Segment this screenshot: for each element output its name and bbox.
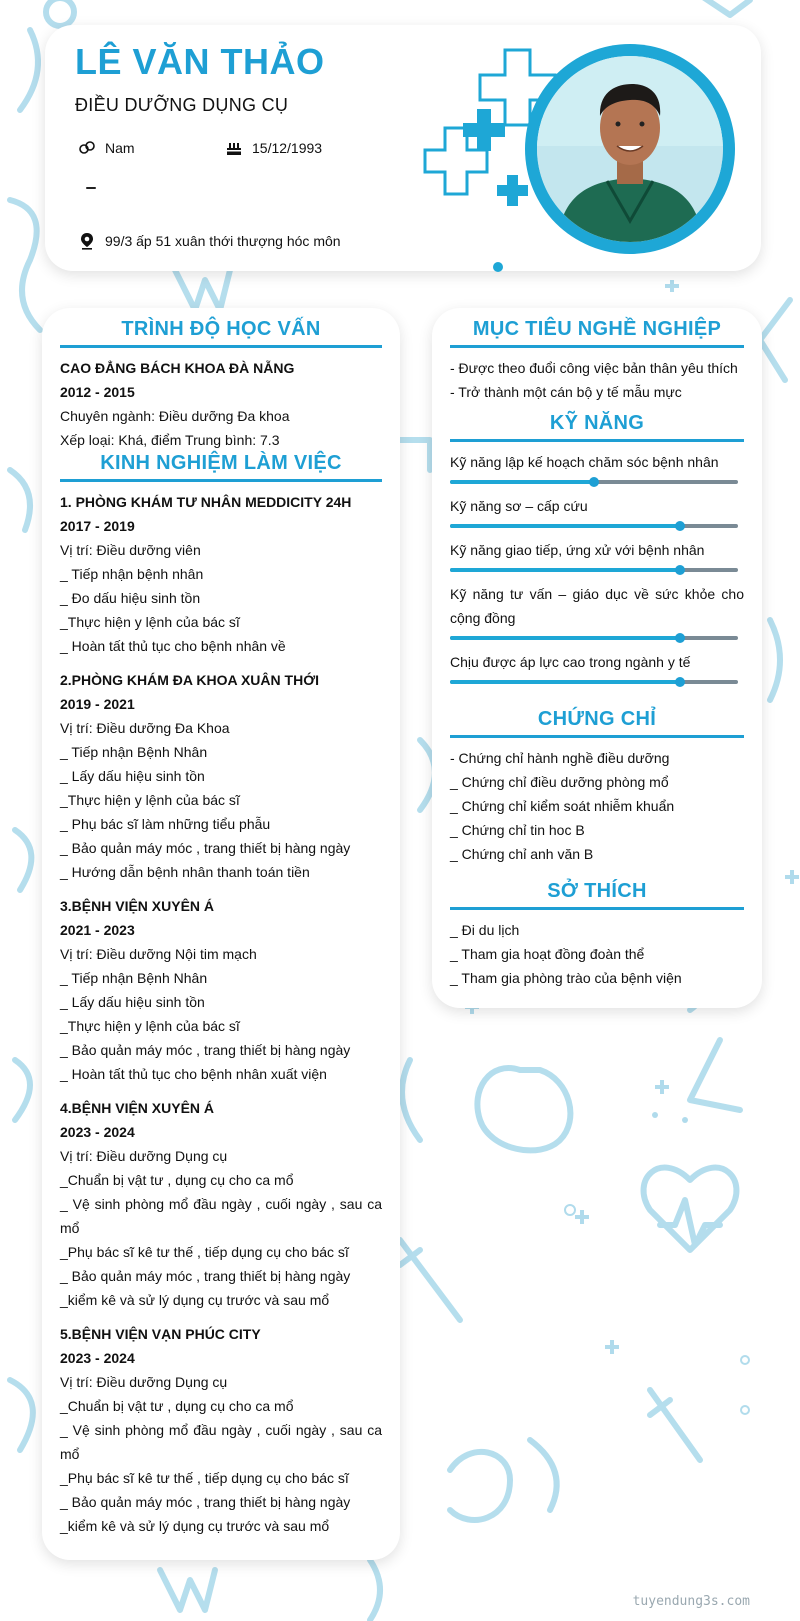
experience-duty: _ Đo dấu hiệu sinh tồn	[60, 590, 201, 606]
experience-duty: _ Bảo quản máy móc , trang thiết bị hàng ngày	[60, 840, 351, 856]
education-period: 2012 - 2015	[60, 384, 135, 400]
experience-company: 1. PHÒNG KHÁM TƯ NHÂN MEDDICITY 24H	[60, 494, 352, 510]
profile-header-card	[45, 25, 761, 271]
gender-row	[78, 139, 135, 157]
experience-duty: _ Phụ bác sĩ làm những tiểu phẫu	[60, 816, 271, 832]
education-school: CAO ĐẲNG BÁCH KHOA ĐÀ NẴNG	[60, 360, 295, 376]
skills-heading: KỸ NĂNG	[450, 412, 744, 442]
candidate-name: LÊ VĂN THẢO	[75, 41, 325, 82]
experience-duty: _kiểm kê và sử lý dụng cụ trước và sau mổ	[60, 1292, 330, 1308]
left-column-card	[42, 308, 400, 1560]
skills-list	[450, 450, 744, 684]
hobby-item: _ Tham gia hoạt đồng đoàn thể	[450, 946, 645, 962]
skill-item	[450, 450, 744, 484]
certificate-item: _ Chứng chỉ anh văn B	[450, 846, 594, 862]
certificate-item: - Chứng chỉ hành nghề điều dưỡng	[450, 750, 670, 766]
birthday-cake-icon	[225, 139, 243, 157]
experience-period: 2023 - 2024	[60, 1350, 135, 1366]
experience-item	[60, 668, 382, 884]
skill-label: Kỹ năng sơ – cấp cứu	[450, 498, 588, 514]
contact-placeholder-mark	[86, 187, 96, 189]
skill-level-knob	[675, 565, 685, 575]
skill-item	[450, 582, 744, 640]
experience-duty: _Chuẩn bị vật tư , dụng cụ cho ca mổ	[60, 1172, 294, 1188]
certificate-item: _ Chứng chỉ kiểm soát nhiễm khuẩn	[450, 798, 675, 814]
profile-photo	[537, 56, 723, 242]
date-of-birth-row	[225, 139, 322, 157]
skill-item	[450, 494, 744, 528]
hobbies-heading: SỞ THÍCH	[450, 880, 744, 910]
skill-label: Kỹ năng lập kế hoạch chăm sóc bệnh nhân	[450, 454, 719, 470]
skill-level-bar	[450, 680, 738, 684]
experience-duty: _ Hoàn tất thủ tục cho bệnh nhân về	[60, 638, 286, 654]
experience-duty: _ Lấy dấu hiệu sinh tồn	[60, 994, 205, 1010]
skill-item	[450, 650, 744, 684]
skill-item	[450, 538, 744, 572]
experience-duty: _ Bảo quản máy móc , trang thiết bị hàng ngày	[60, 1494, 351, 1510]
hobby-item: _ Đi du lịch	[450, 922, 520, 938]
experience-duty: Vị trí: Điều dưỡng Dụng cụ	[60, 1148, 228, 1164]
experience-duty: _ Lấy dấu hiệu sinh tồn	[60, 768, 205, 784]
skill-level-fill	[450, 636, 680, 640]
skill-level-bar	[450, 480, 738, 484]
skill-level-fill	[450, 680, 680, 684]
experience-duty: _Thực hiện y lệnh của bác sĩ	[60, 792, 240, 808]
experience-item	[60, 1096, 382, 1312]
experience-company: 4.BỆNH VIỆN XUYÊN Á	[60, 1100, 215, 1116]
experience-duty: _ Hướng dẫn bệnh nhân thanh toán tiền	[60, 864, 310, 880]
skill-level-fill	[450, 568, 680, 572]
experience-item	[60, 894, 382, 1086]
experience-duty: Vị trí: Điều dưỡng Đa Khoa	[60, 720, 230, 736]
experience-duty: Vị trí: Điều dưỡng Dụng cụ	[60, 1374, 228, 1390]
experience-company: 2.PHÒNG KHÁM ĐA KHOA XUÂN THỚI	[60, 672, 320, 688]
skill-label: Kỹ năng giao tiếp, ứng xử với bệnh nhân	[450, 542, 705, 558]
experience-period: 2019 - 2021	[60, 696, 135, 712]
gender-value: Nam	[105, 140, 135, 156]
skill-level-knob	[589, 477, 599, 487]
right-column-card	[432, 308, 762, 1008]
skill-level-fill	[450, 524, 680, 528]
experience-item	[60, 490, 382, 658]
profile-photo-frame	[525, 44, 735, 254]
education-major: Chuyên ngành: Điều dưỡng Đa khoa	[60, 408, 290, 424]
skill-level-fill	[450, 480, 594, 484]
date-of-birth-value: 15/12/1993	[252, 140, 323, 156]
address-row	[78, 232, 341, 250]
skill-level-bar	[450, 636, 738, 640]
certificate-item: _ Chứng chỉ điều dưỡng phòng mổ	[450, 774, 669, 790]
experience-duty: _ Vệ sinh phòng mổ đầu ngày , cuối ngày , sau ca mổ	[60, 1422, 382, 1462]
education-rank: Xếp loại: Khá, điểm Trung bình: 7.3	[60, 432, 280, 448]
experience-duty: _Phụ bác sĩ kê tư thế , tiếp dụng cụ cho bác sĩ	[60, 1244, 349, 1260]
experience-period: 2017 - 2019	[60, 518, 135, 534]
experience-duty: _ Bảo quản máy móc , trang thiết bị hàng ngày	[60, 1268, 351, 1284]
location-pin-icon	[78, 232, 96, 250]
experience-period: 2021 - 2023	[60, 922, 135, 938]
experience-duty: _kiểm kê và sử lý dụng cụ trước và sau mổ	[60, 1518, 330, 1534]
skill-level-knob	[675, 633, 685, 643]
experience-item	[60, 1322, 382, 1538]
skill-level-bar	[450, 524, 738, 528]
experience-company: 5.BỆNH VIỆN VẠN PHÚC CITY	[60, 1326, 261, 1342]
skill-level-knob	[675, 677, 685, 687]
objective-line: - Được theo đuổi công việc bản thân yêu thích	[450, 360, 738, 376]
experience-company: 3.BỆNH VIỆN XUYÊN Á	[60, 898, 215, 914]
experience-duty: Vị trí: Điều dưỡng viên	[60, 542, 201, 558]
certificates-heading: CHỨNG CHỈ	[450, 708, 744, 738]
skill-level-knob	[675, 521, 685, 531]
site-watermark: tuyendung3s.com	[632, 1594, 750, 1609]
certificate-item: _ Chứng chỉ tin hoc B	[450, 822, 585, 838]
skill-level-bar	[450, 568, 738, 572]
experience-duty: _Thực hiện y lệnh của bác sĩ	[60, 1018, 240, 1034]
experience-list	[60, 490, 382, 1538]
experience-heading: KINH NGHIỆM LÀM VIỆC	[60, 452, 382, 482]
education-heading: TRÌNH ĐỘ HỌC VẤN	[60, 318, 382, 348]
address-value: 99/3 ấp 51 xuân thới thượng hóc môn	[105, 233, 341, 249]
skill-label: Chịu được áp lực cao trong ngành y tế	[450, 654, 691, 670]
experience-duty: Vị trí: Điều dưỡng Nội tim mạch	[60, 946, 257, 962]
experience-duty: _ Tiếp nhận Bệnh Nhân	[60, 744, 208, 760]
experience-duty: _ Hoàn tất thủ tục cho bệnh nhân xuất viện	[60, 1066, 327, 1082]
experience-duty: _ Vệ sinh phòng mổ đầu ngày , cuối ngày , sau ca mổ	[60, 1196, 382, 1236]
candidate-job-title: ĐIỀU DƯỠNG DỤNG CỤ	[75, 95, 289, 115]
experience-duty: _ Bảo quản máy móc , trang thiết bị hàng ngày	[60, 1042, 351, 1058]
experience-duty: _ Tiếp nhận bệnh nhân	[60, 566, 204, 582]
gender-icon	[78, 139, 96, 157]
hobby-item: _ Tham gia phòng trào của bệnh viện	[450, 970, 682, 986]
experience-period: 2023 - 2024	[60, 1124, 135, 1140]
experience-duty: _Chuẩn bị vật tư , dụng cụ cho ca mổ	[60, 1398, 294, 1414]
objective-line: - Trở thành một cán bộ y tế mẫu mực	[450, 384, 682, 400]
objective-heading: MỤC TIÊU NGHỀ NGHIỆP	[450, 318, 744, 348]
skill-label: Kỹ năng tư vấn – giáo dục về sức khỏe cho cộng đồng	[450, 586, 744, 626]
experience-duty: _ Tiếp nhận Bệnh Nhân	[60, 970, 208, 986]
experience-duty: _Phụ bác sĩ kê tư thế , tiếp dụng cụ cho bác sĩ	[60, 1470, 349, 1486]
experience-duty: _Thực hiện y lệnh của bác sĩ	[60, 614, 240, 630]
